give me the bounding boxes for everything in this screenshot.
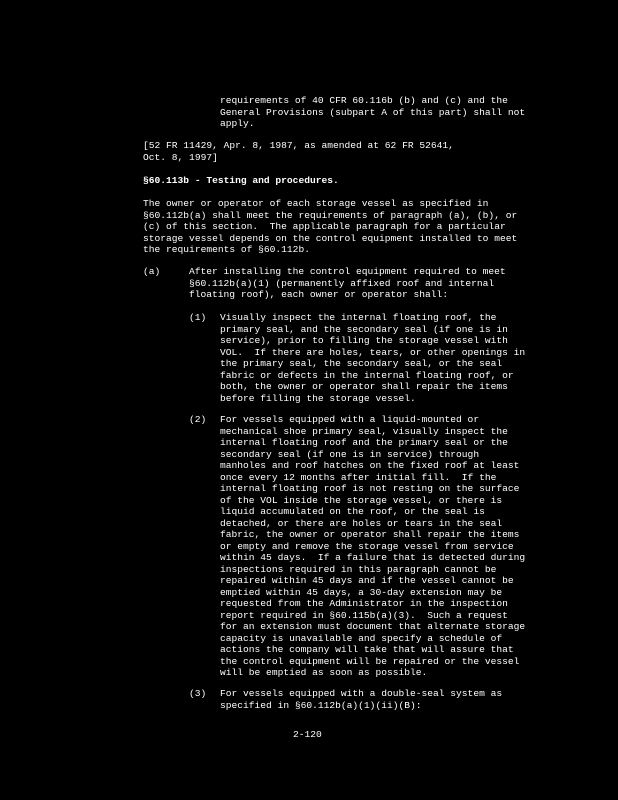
- para-a-marker: (a): [143, 266, 161, 277]
- citation: [52 FR 11429, Apr. 8, 1987, as amended at 62 FR 52641, Oct. 8, 1997]: [143, 140, 454, 163]
- intro-continuation: requirements of 40 CFR 60.116b (b) and (c) and the General Provisions (subpart A of this part) shall not apply.: [220, 95, 526, 129]
- item-3-text: For vessels equipped with a double-seal system as specified in §60.112b(a)(1)(ii)(B):: [220, 688, 503, 711]
- section-heading: §60.113b - Testing and procedures.: [143, 175, 339, 186]
- page-number: 2-120: [293, 729, 322, 740]
- para-a-text: After installing the control equipment required to meet §60.112b(a)(1) (permanently affixed roof and internal floating roof), each owner or operator shall:: [189, 266, 506, 300]
- item-1-marker: (1): [189, 312, 207, 323]
- item-1-text: Visually inspect the internal floating roof, the primary seal, and the secondary seal (if one is in service), prior to filling the storage vessel with VOL. If there are holes, tears, or other openings in the primary seal, the secondary seal, or the seal fabric or defects in the internal floating roof, or both, the owner or operator shall repair the items before filling the storage vessel.: [220, 312, 526, 404]
- item-2-marker: (2): [189, 414, 207, 425]
- section-intro: The owner or operator of each storage vessel as specified in §60.112b(a) shall meet the requirements of paragraph (a), (b), or (c) of this section. The applicable paragraph for a particular storage vessel depends on the control equipment installed to meet the requirements of §60.112b.: [143, 198, 518, 255]
- item-2-text: For vessels equipped with a liquid-mounted or mechanical shoe primary seal, visually inspect the internal floating roof and the primary seal or the secondary seal (if one is in service) through manholes and roof hatches on the fixed roof at least once every 12 months after initial fill. If the internal floating roof is not resting on the surface of the VOL inside the storage vessel, or there is liquid accumulated on the roof, or the seal is detached, or there are holes or tears in the seal fabric, the owner or operator shall repair the items or empty and remove the storage vessel from service within 45 days. If a failure that is detected during inspections required in this paragraph cannot be repaired within 45 days and if the vessel cannot be emptied within 45 days, a 30-day extension may be requested from the Administrator in the inspection report required in §60.115b(a)(3). Such a request for an extension must document that alternate storage capacity is unavailable and specify a schedule of actions the company will take that will assure that the control equipment will be repaired or the vessel will be emptied as soon as possible.: [220, 414, 526, 678]
- item-3-marker: (3): [189, 688, 207, 699]
